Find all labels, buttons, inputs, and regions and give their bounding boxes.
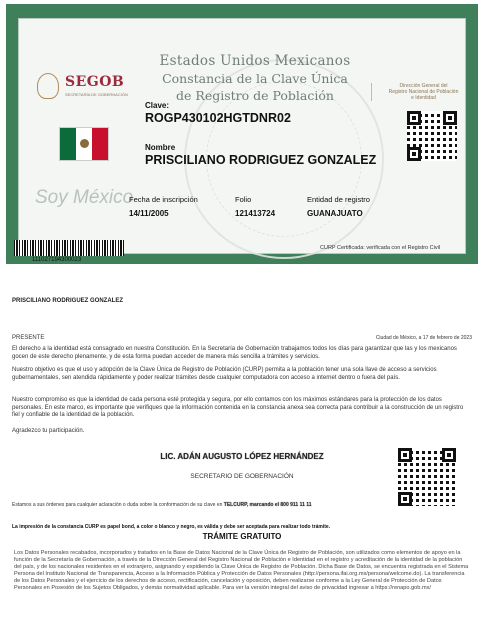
entidad-value: GUANAJUATO [307,209,363,218]
folio-label: Folio [235,195,252,204]
nombre-label: Nombre [145,143,176,152]
issuing-office-line-2: Registro Nacional de Población [388,89,459,95]
clave-value: ROGP430102HGTDNR02 [145,111,291,125]
national-emblem-icon [37,73,59,99]
folio-value: 121413724 [235,209,276,218]
issuing-office-line-3: e Identidad [411,95,436,101]
presente-text: PRESENTE [12,335,45,341]
signer-title: SECRETARIO DE GOBERNACIÓN [190,473,294,480]
entidad-label: Entidad de registro [307,195,370,204]
segob-wordmark: SEGOB [65,74,125,90]
nombre-value: PRISCILIANO RODRIGUEZ GONZALEZ [145,153,377,167]
paragraph-3: Nuestro compromiso es que la identidad de cada persona esté protegida y segura, por ello contamos con los máximos estándares para la protección de los datos personales. En este marco, es importante que verifiques que la información contenida en la constancia anexa sea correcta para contribuir a la construcción de un registro fiel y confiable de la identidad de la población. [12,397,464,418]
mexico-flag-icon [59,127,109,161]
validity-note: La impresión de la constancia CURP es papel bond, a color o blanco y negro, es válida y debe ser aceptada para realizar todo trámite. [12,524,331,530]
fecha-label: Fecha de inscripción [129,195,198,204]
curp-certificate [6,4,478,264]
barcode-number: 111027194300023 [32,257,82,263]
soy-mexico-text: Soy México [35,187,134,208]
issuing-office [371,83,471,101]
letter-date: Ciudad de México, a 17 de febrero de 2023 [375,335,472,341]
fecha-value: 14/11/2005 [129,209,169,218]
privacy-notice: Los Datos Personales recabados, incorporados y tratados en la Base de Datos Nacional de la Clave Única de Registro de Población, son utilizados como elementos de apoyo en la función de la Secretaría de Gobernación, a través de la Dirección General del Registro Nacional de Población e Identidad en el registro y acreditación de la identidad de la población del país, y de los nacionales residentes en el extranjero, asignando y expidiendo la Clave Única de Registro de Población. Dicha Base de Datos, se encuentra registrada en el Sistema Persona del Instituto Nacional de Transparencia, Acceso a la Información Pública y Protección de Datos Personales (http://persona.ifai.org.mx/persona/welcome.do). La transferencia de los Datos Personales y el ejercicio de los derechos de acceso, rectificación, cancelación y oposición, deben realizarse conforme a la Ley General de Protección de Datos Personales en Posesión de los Sujetos Obligados, y demás normatividad aplicable. Para ver la versión integral del aviso de privacidad ingresar a https://renapo.gob.mx/ [14,550,469,591]
paragraph-4: Agradezco tu participación. [12,428,85,434]
telcurp-phone: TELCURP, marcando el 800 911 11 11 [223,502,312,508]
paragraph-2: Nuestro objetivo es que el uso y adopción de la Clave Única de Registro de Población (CURP) permita a la población tener una sola llave de acceso a servicios gubernamentales, sen atendida rápidamente y poder realizar trámites desde cualquier computadora con acceso a internet dentro o fuera del país. [12,367,437,381]
segob-logo [37,71,147,101]
segob-subtitle: SECRETARÍA DE GOBERNACIÓN [65,92,128,97]
signer-name: LIC. ADÁN AUGUSTO LÓPEZ HERNÁNDEZ [160,452,324,461]
letter-recipient: PRISCILIANO RODRIGUEZ GONZALEZ [12,298,123,304]
certificate-qr-code [407,111,457,161]
curp-barcode [14,240,124,256]
curp-certified-note: CURP Certificada: verificada con el Registro Civil [320,245,441,251]
title-line-3: de Registro de Población [176,88,334,103]
contact-note-text: Estamos a sus órdenes para cualquier aclaración o duda sobre la conformación de su clave en [12,502,223,508]
issuing-office-line-1: Dirección General del [399,83,448,89]
tramite-gratuito: TRÁMITE GRATUITO [202,532,282,541]
paragraph-1: El derecho a la identidad está consagrado en nuestra Constitución. En la Secretaría de Gobernación trabajamos todos los días para garantizar que las y los mexicanos gocen de este derecho plenamente, y de esta forma puedan acceder de manera más sencilla a trámites y servicios. [12,346,457,360]
certificate-panel [18,18,466,254]
contact-note [12,502,312,508]
title-line-2: Constancia de la Clave Única [162,71,348,86]
letter-qr-code [398,448,456,506]
document-title [145,53,365,103]
clave-label: Clave: [145,101,170,110]
title-line-1: Estados Unidos Mexicanos [159,53,351,69]
